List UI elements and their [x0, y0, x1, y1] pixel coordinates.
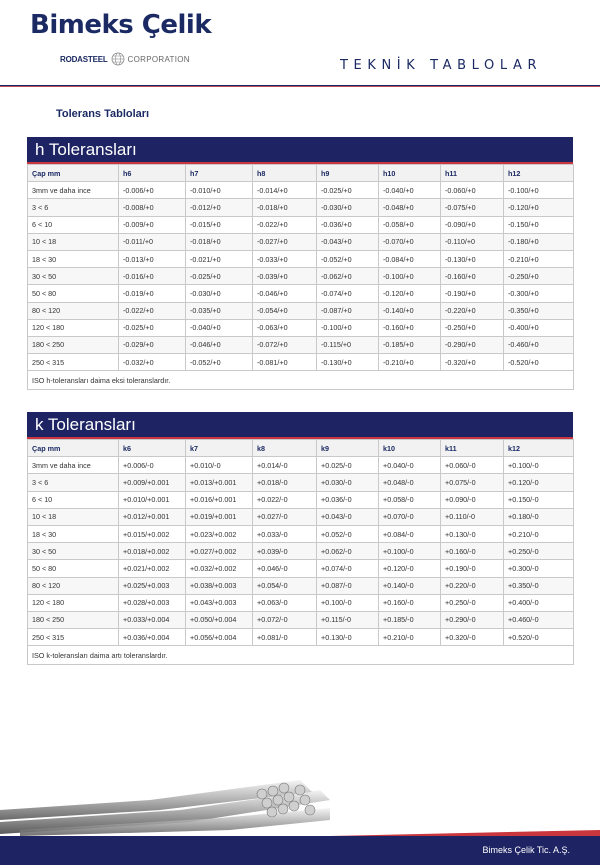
- tolerance-cell: -0.140/+0: [379, 302, 441, 319]
- tolerance-cell: -0.043/+0: [317, 233, 379, 250]
- tolerance-cell: +0.130/-0: [317, 629, 379, 646]
- globe-icon: [111, 52, 125, 66]
- tolerance-cell: +0.022/-0: [253, 491, 317, 508]
- tolerance-cell: +0.025/-0: [317, 457, 379, 474]
- tolerance-cell: +0.100/-0: [504, 457, 574, 474]
- tolerance-cell: -0.300/+0: [504, 285, 574, 302]
- diameter-cell: 3mm ve daha ince: [28, 182, 119, 199]
- tolerance-cell: -0.018/+0: [186, 233, 253, 250]
- tolerance-cell: -0.046/+0: [186, 336, 253, 353]
- k-table-title: k Toleransları: [27, 412, 573, 439]
- tolerance-cell: -0.058/+0: [379, 216, 441, 233]
- tolerance-cell: -0.021/+0: [186, 250, 253, 267]
- tolerance-cell: -0.084/+0: [379, 250, 441, 267]
- tolerance-cell: +0.400/-0: [504, 594, 574, 611]
- tolerance-cell: +0.100/-0: [379, 543, 441, 560]
- tolerance-cell: -0.100/+0: [379, 268, 441, 285]
- tolerance-cell: +0.060/-0: [441, 457, 504, 474]
- tolerance-cell: -0.180/+0: [504, 233, 574, 250]
- tolerance-cell: +0.120/-0: [504, 474, 574, 491]
- tolerance-cell: -0.046/+0: [253, 285, 317, 302]
- tolerance-cell: -0.054/+0: [253, 302, 317, 319]
- tolerance-cell: -0.010/+0: [186, 182, 253, 199]
- tolerance-cell: +0.130/-0: [441, 525, 504, 542]
- tolerance-cell: -0.400/+0: [504, 319, 574, 336]
- column-header: Çap mm: [28, 165, 119, 182]
- tolerance-cell: +0.056/+0.004: [186, 629, 253, 646]
- diameter-cell: 10 < 18: [28, 233, 119, 250]
- table-row: [28, 285, 574, 302]
- table-row: [28, 474, 574, 491]
- tolerance-cell: +0.010/-0: [186, 457, 253, 474]
- table-row: [28, 268, 574, 285]
- header-divider: [0, 82, 600, 90]
- tolerance-cell: -0.022/+0: [119, 302, 186, 319]
- tolerance-cell: +0.027/+0.002: [186, 543, 253, 560]
- column-header: h9: [317, 165, 379, 182]
- tolerance-cell: +0.023/+0.002: [186, 525, 253, 542]
- tolerance-cell: -0.320/+0: [441, 354, 504, 371]
- table-row: [28, 457, 574, 474]
- tolerance-cell: +0.160/-0: [441, 543, 504, 560]
- table-row: [28, 543, 574, 560]
- column-header: k11: [441, 440, 504, 457]
- h-tolerance-section: [27, 137, 573, 390]
- tolerance-cell: +0.036/-0: [317, 491, 379, 508]
- table-row: [28, 629, 574, 646]
- tolerance-cell: -0.210/+0: [504, 250, 574, 267]
- column-header: k9: [317, 440, 379, 457]
- column-header: k7: [186, 440, 253, 457]
- table-note-row: [28, 646, 574, 665]
- tolerance-cell: -0.460/+0: [504, 336, 574, 353]
- table-header-row: [28, 165, 574, 182]
- tolerance-cell: +0.018/-0: [253, 474, 317, 491]
- column-header: h7: [186, 165, 253, 182]
- diameter-cell: 120 < 180: [28, 594, 119, 611]
- tolerance-cell: +0.520/-0: [504, 629, 574, 646]
- tolerance-cell: -0.090/+0: [441, 216, 504, 233]
- k-table-note: ISO k-toleransları daima artı toleranslardır.: [28, 646, 574, 665]
- tolerance-cell: +0.120/-0: [379, 560, 441, 577]
- diameter-cell: 6 < 10: [28, 491, 119, 508]
- tolerance-cell: +0.018/+0.002: [119, 543, 186, 560]
- tolerance-cell: -0.035/+0: [186, 302, 253, 319]
- tolerance-cell: +0.460/-0: [504, 611, 574, 628]
- tolerance-cell: +0.033/+0.004: [119, 611, 186, 628]
- diameter-cell: 120 < 180: [28, 319, 119, 336]
- tolerance-cell: +0.185/-0: [379, 611, 441, 628]
- tolerance-cell: +0.036/+0.004: [119, 629, 186, 646]
- tolerance-cell: -0.030/+0: [317, 199, 379, 216]
- table-row: [28, 354, 574, 371]
- diameter-cell: 50 < 80: [28, 285, 119, 302]
- tolerance-cell: +0.016/+0.001: [186, 491, 253, 508]
- tolerance-cell: -0.012/+0: [186, 199, 253, 216]
- k-tolerance-table: [27, 439, 574, 665]
- tolerance-cell: +0.015/+0.002: [119, 525, 186, 542]
- tolerance-cell: -0.060/+0: [441, 182, 504, 199]
- tolerance-cell: -0.075/+0: [441, 199, 504, 216]
- diameter-cell: 180 < 250: [28, 611, 119, 628]
- tolerance-cell: -0.150/+0: [504, 216, 574, 233]
- tolerance-cell: +0.250/-0: [441, 594, 504, 611]
- tolerance-cell: -0.087/+0: [317, 302, 379, 319]
- tolerance-cell: +0.046/-0: [253, 560, 317, 577]
- tolerance-cell: +0.025/+0.003: [119, 577, 186, 594]
- tolerance-cell: +0.084/-0: [379, 525, 441, 542]
- tolerance-cell: -0.130/+0: [441, 250, 504, 267]
- table-row: [28, 216, 574, 233]
- tolerance-cell: -0.025/+0: [186, 268, 253, 285]
- tolerance-cell: -0.033/+0: [253, 250, 317, 267]
- tolerance-cell: +0.075/-0: [441, 474, 504, 491]
- tolerance-cell: +0.210/-0: [504, 525, 574, 542]
- tolerance-cell: +0.180/-0: [504, 508, 574, 525]
- column-header: Çap mm: [28, 440, 119, 457]
- tolerance-cell: -0.027/+0: [253, 233, 317, 250]
- tolerance-cell: +0.160/-0: [379, 594, 441, 611]
- tolerance-cell: +0.043/-0: [317, 508, 379, 525]
- tolerance-cell: -0.052/+0: [317, 250, 379, 267]
- column-header: h6: [119, 165, 186, 182]
- tolerance-cell: -0.008/+0: [119, 199, 186, 216]
- diameter-cell: 10 < 18: [28, 508, 119, 525]
- tolerance-cell: +0.300/-0: [504, 560, 574, 577]
- tolerance-cell: +0.063/-0: [253, 594, 317, 611]
- column-header: h10: [379, 165, 441, 182]
- tolerance-cell: +0.081/-0: [253, 629, 317, 646]
- tolerance-cell: +0.052/-0: [317, 525, 379, 542]
- tolerance-cell: +0.072/-0: [253, 611, 317, 628]
- tolerance-cell: +0.062/-0: [317, 543, 379, 560]
- tolerance-cell: +0.027/-0: [253, 508, 317, 525]
- brand-subline: [60, 52, 250, 66]
- tolerance-cell: +0.074/-0: [317, 560, 379, 577]
- table-row: [28, 250, 574, 267]
- diameter-cell: 30 < 50: [28, 268, 119, 285]
- tolerance-cell: -0.062/+0: [317, 268, 379, 285]
- diameter-cell: 18 < 30: [28, 525, 119, 542]
- brand-logo: [30, 10, 250, 70]
- tolerance-cell: -0.110/+0: [441, 233, 504, 250]
- steel-rods-image: [0, 770, 330, 836]
- tolerance-cell: -0.070/+0: [379, 233, 441, 250]
- tolerance-cell: -0.048/+0: [379, 199, 441, 216]
- diameter-cell: 3mm ve daha ince: [28, 457, 119, 474]
- tolerance-cell: +0.030/-0: [317, 474, 379, 491]
- column-header: h11: [441, 165, 504, 182]
- tolerance-cell: +0.012/+0.001: [119, 508, 186, 525]
- tolerance-cell: +0.019/+0.001: [186, 508, 253, 525]
- tolerance-cell: -0.022/+0: [253, 216, 317, 233]
- table-row: [28, 199, 574, 216]
- tolerance-cell: -0.009/+0: [119, 216, 186, 233]
- tolerance-cell: +0.054/-0: [253, 577, 317, 594]
- table-row: [28, 182, 574, 199]
- tolerance-cell: +0.039/-0: [253, 543, 317, 560]
- k-tolerance-section: [27, 412, 573, 665]
- tolerance-cell: -0.072/+0: [253, 336, 317, 353]
- tolerance-cell: -0.036/+0: [317, 216, 379, 233]
- tolerance-cell: -0.040/+0: [186, 319, 253, 336]
- tolerance-cell: -0.120/+0: [504, 199, 574, 216]
- diameter-cell: 50 < 80: [28, 560, 119, 577]
- table-row: [28, 611, 574, 628]
- tolerance-cell: -0.115/+0: [317, 336, 379, 353]
- tolerance-cell: -0.220/+0: [441, 302, 504, 319]
- tolerance-cell: -0.100/+0: [504, 182, 574, 199]
- tolerance-cell: -0.063/+0: [253, 319, 317, 336]
- tolerance-cell: -0.160/+0: [441, 268, 504, 285]
- tolerance-cell: +0.190/-0: [441, 560, 504, 577]
- rodasteel-label: RODASTEEL: [60, 54, 108, 64]
- tolerance-cell: -0.015/+0: [186, 216, 253, 233]
- tolerance-cell: +0.043/+0.003: [186, 594, 253, 611]
- tolerance-cell: +0.014/-0: [253, 457, 317, 474]
- column-header: k8: [253, 440, 317, 457]
- corporation-label: CORPORATION: [127, 54, 190, 64]
- tolerance-cell: +0.048/-0: [379, 474, 441, 491]
- tolerance-cell: +0.250/-0: [504, 543, 574, 560]
- diameter-cell: 250 < 315: [28, 354, 119, 371]
- tolerance-cell: -0.016/+0: [119, 268, 186, 285]
- tolerance-cell: -0.011/+0: [119, 233, 186, 250]
- tolerance-cell: +0.033/-0: [253, 525, 317, 542]
- tolerance-cell: +0.009/+0.001: [119, 474, 186, 491]
- diameter-cell: 180 < 250: [28, 336, 119, 353]
- tolerance-cell: +0.010/+0.001: [119, 491, 186, 508]
- tolerance-cell: +0.038/+0.003: [186, 577, 253, 594]
- tolerance-cell: +0.320/-0: [441, 629, 504, 646]
- tolerance-cell: -0.039/+0: [253, 268, 317, 285]
- tolerance-cell: +0.115/-0: [317, 611, 379, 628]
- tolerance-cell: -0.030/+0: [186, 285, 253, 302]
- tolerance-cell: +0.350/-0: [504, 577, 574, 594]
- column-header: k10: [379, 440, 441, 457]
- footer-company: Bimeks Çelik Tic. A.Ş.: [482, 845, 570, 855]
- section-heading: Tolerans Tabloları: [56, 108, 150, 120]
- tolerance-cell: -0.290/+0: [441, 336, 504, 353]
- tolerance-cell: +0.090/-0: [441, 491, 504, 508]
- diameter-cell: 3 < 6: [28, 474, 119, 491]
- h-tolerance-table: [27, 164, 574, 390]
- tolerance-cell: -0.250/+0: [504, 268, 574, 285]
- diameter-cell: 18 < 30: [28, 250, 119, 267]
- table-row: [28, 560, 574, 577]
- tolerance-cell: -0.032/+0: [119, 354, 186, 371]
- table-row: [28, 319, 574, 336]
- table-row: [28, 525, 574, 542]
- tolerance-cell: +0.058/-0: [379, 491, 441, 508]
- tolerance-cell: -0.130/+0: [317, 354, 379, 371]
- tolerance-cell: +0.013/+0.001: [186, 474, 253, 491]
- tolerance-cell: +0.110/-0: [441, 508, 504, 525]
- diameter-cell: 80 < 120: [28, 577, 119, 594]
- tolerance-cell: +0.028/+0.003: [119, 594, 186, 611]
- column-header: h8: [253, 165, 317, 182]
- tolerance-cell: -0.350/+0: [504, 302, 574, 319]
- tolerance-cell: -0.018/+0: [253, 199, 317, 216]
- tolerance-cell: -0.190/+0: [441, 285, 504, 302]
- column-header: h12: [504, 165, 574, 182]
- table-row: [28, 508, 574, 525]
- tolerance-cell: -0.520/+0: [504, 354, 574, 371]
- diameter-cell: 6 < 10: [28, 216, 119, 233]
- table-note-row: [28, 371, 574, 390]
- diameter-cell: 30 < 50: [28, 543, 119, 560]
- tolerance-cell: -0.052/+0: [186, 354, 253, 371]
- tolerance-cell: +0.100/-0: [317, 594, 379, 611]
- table-row: [28, 594, 574, 611]
- tolerance-cell: +0.070/-0: [379, 508, 441, 525]
- tolerance-cell: +0.006/-0: [119, 457, 186, 474]
- tolerance-cell: -0.185/+0: [379, 336, 441, 353]
- page-title: TEKNİK TABLOLAR: [340, 58, 543, 73]
- tolerance-cell: -0.160/+0: [379, 319, 441, 336]
- tolerance-cell: -0.019/+0: [119, 285, 186, 302]
- diameter-cell: 80 < 120: [28, 302, 119, 319]
- tolerance-cell: -0.013/+0: [119, 250, 186, 267]
- tolerance-cell: -0.014/+0: [253, 182, 317, 199]
- tolerance-cell: +0.140/-0: [379, 577, 441, 594]
- table-row: [28, 577, 574, 594]
- h-table-note: ISO h-toleransları daima eksi toleranslardır.: [28, 371, 574, 390]
- tolerance-cell: +0.032/+0.002: [186, 560, 253, 577]
- tolerance-cell: -0.250/+0: [441, 319, 504, 336]
- table-row: [28, 336, 574, 353]
- tolerance-cell: +0.220/-0: [441, 577, 504, 594]
- tolerance-cell: -0.074/+0: [317, 285, 379, 302]
- column-header: k12: [504, 440, 574, 457]
- tolerance-cell: -0.100/+0: [317, 319, 379, 336]
- tolerance-cell: +0.021/+0.002: [119, 560, 186, 577]
- tolerance-cell: -0.040/+0: [379, 182, 441, 199]
- table-row: [28, 233, 574, 250]
- brand-name: Bimeks Çelik: [30, 10, 212, 40]
- tolerance-cell: +0.040/-0: [379, 457, 441, 474]
- tolerance-cell: +0.087/-0: [317, 577, 379, 594]
- table-header-row: [28, 440, 574, 457]
- column-header: k6: [119, 440, 186, 457]
- diameter-cell: 250 < 315: [28, 629, 119, 646]
- diameter-cell: 3 < 6: [28, 199, 119, 216]
- tolerance-cell: +0.050/+0.004: [186, 611, 253, 628]
- tolerance-cell: +0.290/-0: [441, 611, 504, 628]
- table-row: [28, 302, 574, 319]
- tolerance-cell: -0.210/+0: [379, 354, 441, 371]
- table-row: [28, 491, 574, 508]
- tolerance-cell: -0.029/+0: [119, 336, 186, 353]
- tolerance-cell: -0.006/+0: [119, 182, 186, 199]
- tolerance-cell: -0.025/+0: [317, 182, 379, 199]
- tolerance-cell: -0.025/+0: [119, 319, 186, 336]
- tolerance-cell: +0.150/-0: [504, 491, 574, 508]
- h-table-title: h Toleransları: [27, 137, 573, 164]
- tolerance-cell: -0.120/+0: [379, 285, 441, 302]
- tolerance-cell: -0.081/+0: [253, 354, 317, 371]
- tolerance-cell: +0.210/-0: [379, 629, 441, 646]
